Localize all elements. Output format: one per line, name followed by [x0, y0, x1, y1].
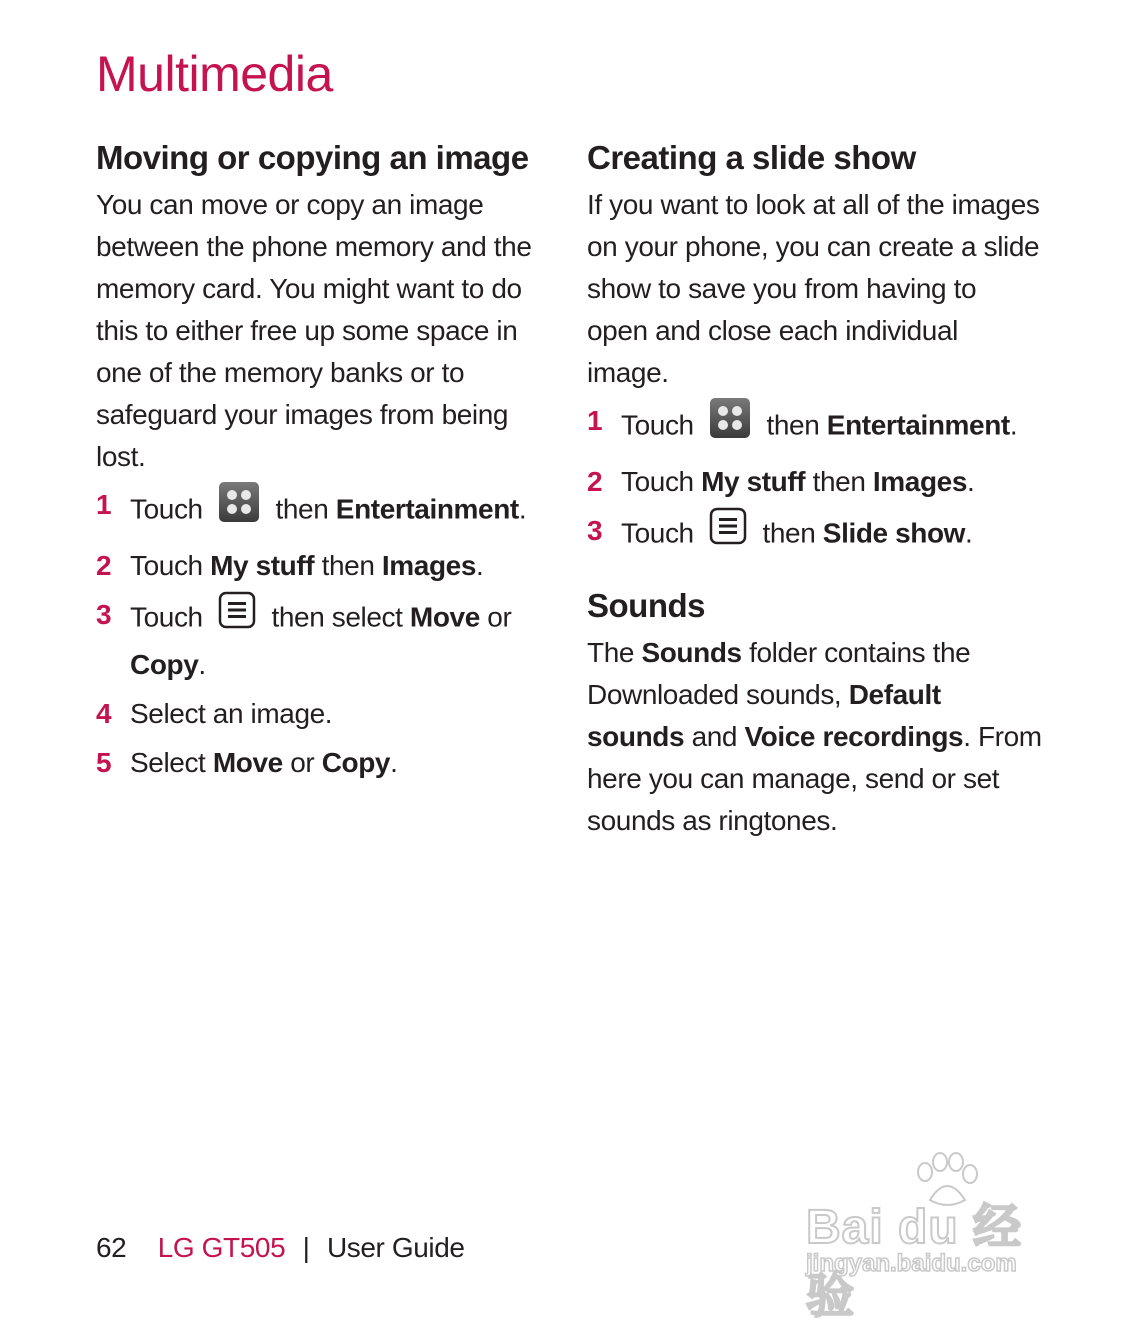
section-heading-moving-copying: Moving or copying an image — [96, 139, 529, 176]
moving-copying-intro: You can move or copy an image between the phone memory and the memory card. You might want to do this to either free up some space in one of the memory banks or to safeguard your images from being lost. — [96, 189, 532, 472]
step-bold: Move — [409, 601, 480, 633]
step-text: then — [812, 466, 866, 497]
step-text: . — [390, 747, 398, 778]
step-text: . — [476, 550, 484, 581]
menu-icon — [709, 507, 747, 557]
sounds-text-part: folder contains the Downloaded sounds, — [587, 637, 971, 710]
watermark — [800, 1150, 1070, 1323]
step-text: . — [965, 517, 973, 549]
menu-icon — [218, 591, 256, 641]
step-text: . — [1009, 409, 1018, 441]
list-item — [96, 693, 541, 735]
list-item — [96, 484, 541, 538]
section-heading-slide-show: Creating a slide show — [587, 139, 916, 176]
step-number: 1 — [587, 405, 603, 436]
footer-guide: User Guide — [326, 1232, 465, 1263]
list-item — [96, 742, 541, 784]
step-text: . — [967, 466, 975, 497]
step-number: 2 — [96, 550, 112, 581]
step-number: 2 — [587, 466, 603, 497]
page-number: 62 — [96, 1232, 127, 1263]
sounds-text-part: and — [691, 721, 738, 752]
footer-separator: | — [302, 1232, 310, 1263]
page-footer — [96, 1228, 465, 1268]
step-bold: My stuff — [701, 466, 806, 497]
step-text: Select — [130, 747, 206, 778]
step-text: then — [766, 409, 820, 441]
step-bold: Images — [381, 550, 477, 581]
step-text: or — [290, 747, 315, 778]
moving-copying-steps — [96, 484, 541, 784]
list-item — [96, 545, 541, 587]
list-item — [96, 594, 541, 686]
step-bold: Copy — [130, 649, 199, 680]
step-text: . — [198, 649, 206, 680]
step-text: Select an image. — [130, 698, 333, 729]
list-item — [587, 461, 1042, 503]
watermark-logo: Bai du 经验 — [806, 1201, 1023, 1323]
step-text: then — [321, 550, 375, 581]
step-text: Touch — [130, 550, 203, 581]
slide-show-steps — [587, 400, 1042, 560]
watermark-url: jingyan.baidu.com — [806, 1250, 1017, 1277]
step-bold: Copy — [321, 747, 391, 778]
sounds-bold: Voice recordings — [744, 721, 964, 752]
step-bold: Images — [872, 466, 968, 497]
step-number: 3 — [587, 515, 603, 546]
right-column — [587, 136, 1042, 842]
slide-show-intro: If you want to look at all of the images on your phone, you can create a slide show to save you from having to open and close each individual image. — [587, 189, 1040, 388]
left-column — [96, 136, 541, 791]
step-text: then — [275, 493, 329, 525]
step-bold: My stuff — [210, 550, 315, 581]
section-heading-sounds: Sounds — [587, 587, 705, 624]
sounds-text-part: . From here you can manage, send or set sounds as ringtones. — [587, 721, 1042, 836]
sounds-text — [587, 632, 1042, 842]
grid-icon — [709, 397, 751, 451]
step-text: Touch — [130, 601, 203, 633]
step-bold: Entertainment — [335, 493, 519, 525]
sounds-bold: Sounds — [641, 637, 742, 668]
step-text: Touch — [130, 493, 203, 525]
step-bold: Move — [212, 747, 283, 778]
step-text: then — [762, 517, 816, 549]
step-number: 5 — [96, 747, 112, 778]
step-number: 3 — [96, 599, 112, 630]
step-text: Touch — [621, 466, 694, 497]
step-text: Touch — [621, 517, 694, 549]
step-text: or — [487, 601, 512, 633]
step-number: 1 — [96, 489, 112, 520]
page-title: Multimedia — [96, 46, 333, 102]
step-text: Touch — [621, 409, 694, 441]
grid-icon — [218, 481, 260, 535]
step-number: 4 — [96, 698, 112, 729]
step-text: . — [518, 493, 527, 525]
list-item — [587, 400, 1042, 454]
step-bold: Entertainment — [826, 409, 1010, 441]
footer-brand: LG GT505 — [157, 1232, 286, 1263]
sounds-text-part: The — [587, 637, 635, 668]
step-text: then select — [271, 601, 403, 633]
list-item — [587, 510, 1042, 560]
sounds-section — [587, 584, 1042, 842]
step-bold: Slide show — [822, 517, 966, 549]
sounds-bold: Default sounds — [587, 679, 941, 752]
